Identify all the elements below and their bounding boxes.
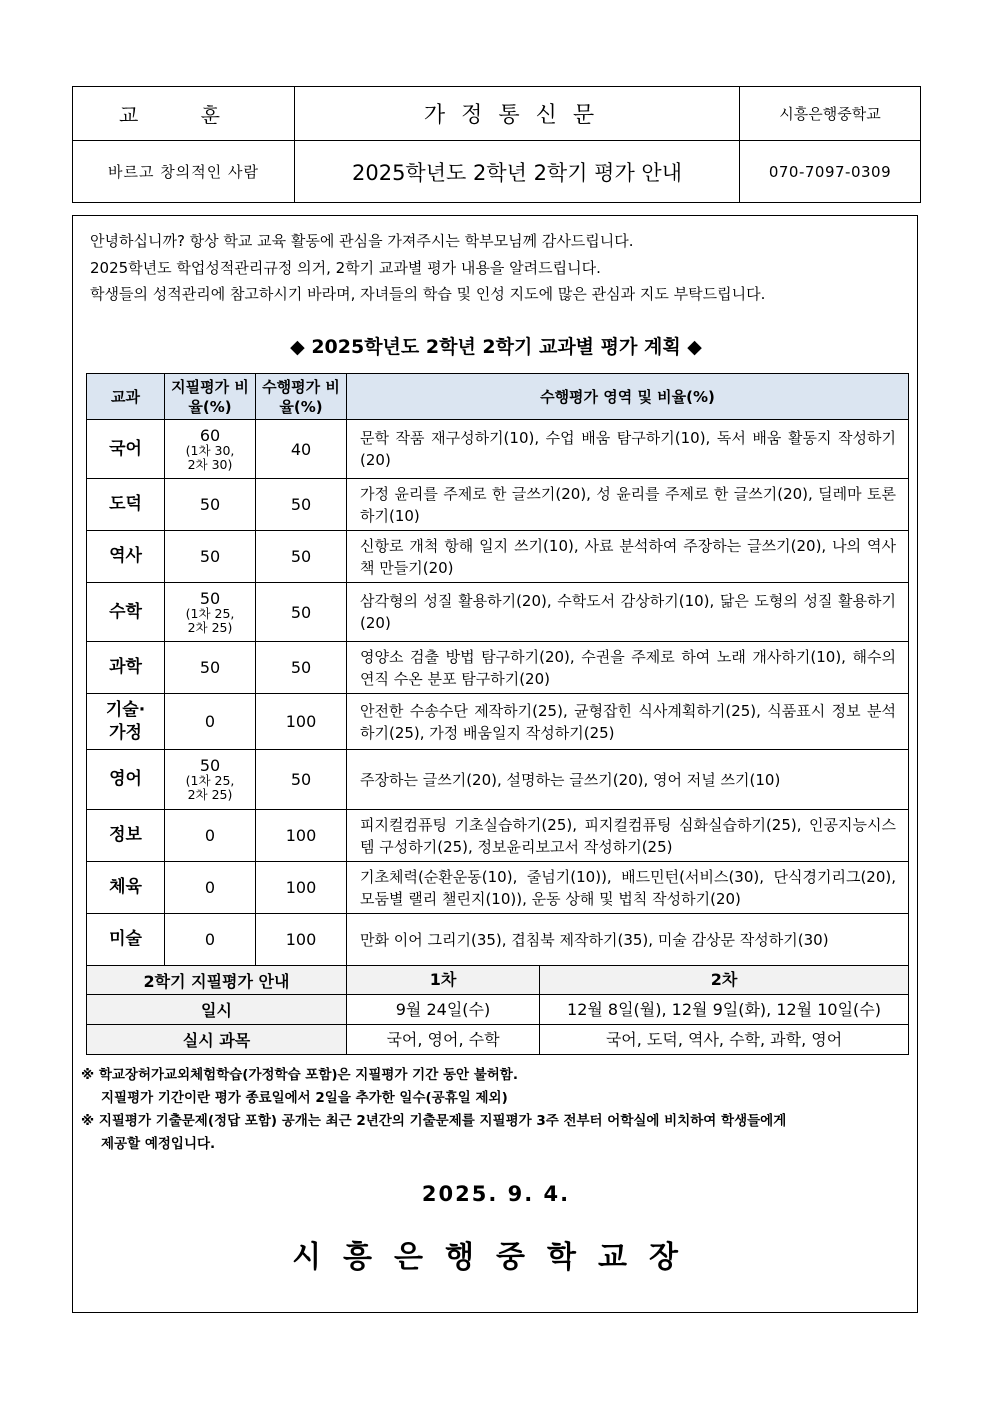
motto-title: 교 훈 — [73, 87, 295, 141]
subject-cell: 국어 — [87, 420, 165, 479]
performance-detail-cell: 주장하는 글쓰기(20), 설명하는 글쓰기(20), 영어 저널 쓰기(10) — [347, 750, 909, 810]
table-row — [87, 583, 909, 642]
performance-ratio-cell: 50 — [256, 750, 347, 810]
note-line: 지필평가 기간이란 평가 종료일에서 2일을 추가한 일수(공휴일 제외) — [101, 1090, 508, 1106]
performance-detail-cell: 기초체력(순환운동(10), 줄넘기(10)), 배드민턴(서비스(30), 단식경기리그(20), 모둠별 랠리 챌린지(10)), 운동 상해 및 법칙 작성하기(20) — [347, 862, 909, 914]
exam-second-header: 2차 — [540, 966, 908, 994]
phone-number: 070-7097-0309 — [740, 141, 921, 203]
table-row — [87, 810, 909, 862]
table-row — [87, 694, 909, 750]
intro-text — [90, 228, 905, 308]
table-row — [87, 531, 909, 583]
school-name: 시흥은행중학교 — [740, 87, 921, 141]
written-ratio-cell: 0 — [165, 862, 256, 914]
notes — [81, 1064, 913, 1156]
subject-cell: 역사 — [87, 531, 165, 583]
exam-first-header: 1차 — [347, 966, 540, 994]
performance-detail-cell: 가정 윤리를 주제로 한 글쓰기(20), 성 윤리를 주제로 한 글쓰기(20), 딜레마 토론하기(10) — [347, 479, 909, 531]
table-row — [87, 479, 909, 531]
motto: 바르고 창의적인 사람 — [73, 141, 295, 203]
performance-detail-cell: 피지컬컴퓨팅 기초실습하기(25), 피지컬컴퓨팅 심화실습하기(25), 인공지능시스템 구성하기(25), 정보윤리보고서 작성하기(25) — [347, 810, 909, 862]
performance-detail-cell: 안전한 수송수단 제작하기(25), 균형잡힌 식사계획하기(25), 식품표시 정보 분석하기(25), 가정 배움일지 작성하기(25) — [347, 694, 909, 750]
performance-ratio-cell: 100 — [256, 862, 347, 914]
subject-cell: 과학 — [87, 642, 165, 694]
written-ratio-cell: 50 — [165, 479, 256, 531]
exam-second-date: 12월 8일(월), 12월 9일(화), 12월 10일(수) — [567, 1000, 881, 1019]
written-ratio-cell: 50 (1차 25, 2차 25) — [165, 750, 256, 810]
performance-detail-cell: 신항로 개척 항해 일지 쓰기(10), 사료 분석하여 주장하는 글쓰기(20), 나의 역사책 만들기(20) — [347, 531, 909, 583]
table-row — [87, 862, 909, 914]
written-ratio-cell: 50 (1차 25, 2차 25) — [165, 583, 256, 642]
subject-cell: 수학 — [87, 583, 165, 642]
written-ratio-cell: 60 (1차 30, 2차 30) — [165, 420, 256, 479]
performance-ratio-cell: 100 — [256, 694, 347, 750]
exam-subjects-row — [87, 1025, 909, 1055]
exam-first-date: 9월 24일(수) — [347, 995, 540, 1024]
performance-ratio-cell: 50 — [256, 479, 347, 531]
written-ratio-cell: 50 — [165, 642, 256, 694]
intro-line: 안녕하십니까? 항상 학교 교육 활동에 관심을 가져주시는 학부모님께 감사드립니다. — [90, 232, 634, 250]
intro-line: 2025학년도 학업성적관리규정 의거, 2학기 교과별 평가 내용을 알려드립니다. — [90, 258, 601, 277]
performance-ratio-cell: 100 — [256, 914, 347, 966]
performance-ratio-cell: 50 — [256, 583, 347, 642]
exam-subjects-label: 실시 과목 — [87, 1025, 347, 1055]
col-header-written: 지필평가 비율(%) — [165, 374, 256, 420]
subject-cell: 영어 — [87, 750, 165, 810]
subject-cell: 정보 — [87, 810, 165, 862]
principal-signature: 시흥은행중학교장 — [292, 1240, 700, 1275]
exam-date-row — [87, 995, 909, 1025]
performance-detail-cell: 문학 작품 재구성하기(10), 수업 배움 탐구하기(10), 독서 배움 활동지 작성하기(20) — [347, 420, 909, 479]
subject-cell: 체육 — [87, 862, 165, 914]
exam-second-subjects: 국어, 도덕, 역사, 수학, 과학, 영어 — [605, 1030, 843, 1049]
section-title: ◆ 2025학년도 2학년 2학기 교과별 평가 계획 ◆ — [290, 336, 702, 358]
table-header-row — [87, 374, 909, 420]
subject-cell: 미술 — [87, 914, 165, 966]
col-header-performance: 수행평가 비율(%) — [256, 374, 347, 420]
table-row — [87, 420, 909, 479]
written-ratio-cell: 0 — [165, 914, 256, 966]
subject-title: 2025학년도 2학년 2학기 평가 안내 — [295, 141, 740, 203]
exam-date-label: 일시 — [87, 995, 347, 1025]
intro-line: 학생들의 성적관리에 참고하시기 바라며, 자녀들의 학습 및 인성 지도에 많은 관심과 지도 부탁드립니다. — [90, 285, 766, 303]
table-row — [87, 642, 909, 694]
exam-title: 2학기 지필평가 안내 — [87, 966, 347, 995]
table-row — [87, 750, 909, 810]
performance-detail-cell: 영양소 검출 방법 탐구하기(20), 수권을 주제로 하여 노래 개사하기(10), 해수의 연직 수온 분포 탐구하기(20) — [347, 642, 909, 694]
header-table — [72, 86, 921, 203]
exam-header-row — [87, 966, 909, 995]
performance-ratio-cell: 100 — [256, 810, 347, 862]
note-line: 제공할 예정입니다. — [101, 1136, 216, 1152]
evaluation-table — [86, 373, 909, 1055]
newsletter-title: 가정통신문 — [295, 87, 740, 141]
col-header-performance-detail: 수행평가 영역 및 비율(%) — [347, 374, 909, 420]
subject-cell: 기술· 가정 — [87, 694, 165, 750]
issue-date: 2025. 9. 4. — [421, 1182, 571, 1206]
written-ratio-cell: 0 — [165, 694, 256, 750]
main-box — [72, 215, 918, 1313]
performance-detail-cell: 삼각형의 성질 활용하기(20), 수학도서 감상하기(10), 닮은 도형의 성질 활용하기(20) — [347, 583, 909, 642]
note-line: ※ 지필평가 기출문제(정답 포함) 공개는 최근 2년간의 기출문제를 지필평가 3주 전부터 어학실에 비치하여 학생들에게 — [81, 1113, 787, 1129]
subject-cell: 도덕 — [87, 479, 165, 531]
exam-first-subjects: 국어, 영어, 수학 — [347, 1025, 540, 1054]
performance-detail-cell: 만화 이어 그리기(35), 겹침북 제작하기(35), 미술 감상문 작성하기(30) — [347, 914, 909, 966]
table-row — [87, 914, 909, 966]
note-line: ※ 학교장허가교외체험학습(가정학습 포함)은 지필평가 기간 동안 불허함. — [81, 1067, 518, 1083]
written-ratio-cell: 50 — [165, 531, 256, 583]
performance-ratio-cell: 50 — [256, 531, 347, 583]
col-header-subject: 교과 — [87, 374, 165, 420]
performance-ratio-cell: 50 — [256, 642, 347, 694]
performance-ratio-cell: 40 — [256, 420, 347, 479]
written-ratio-cell: 0 — [165, 810, 256, 862]
